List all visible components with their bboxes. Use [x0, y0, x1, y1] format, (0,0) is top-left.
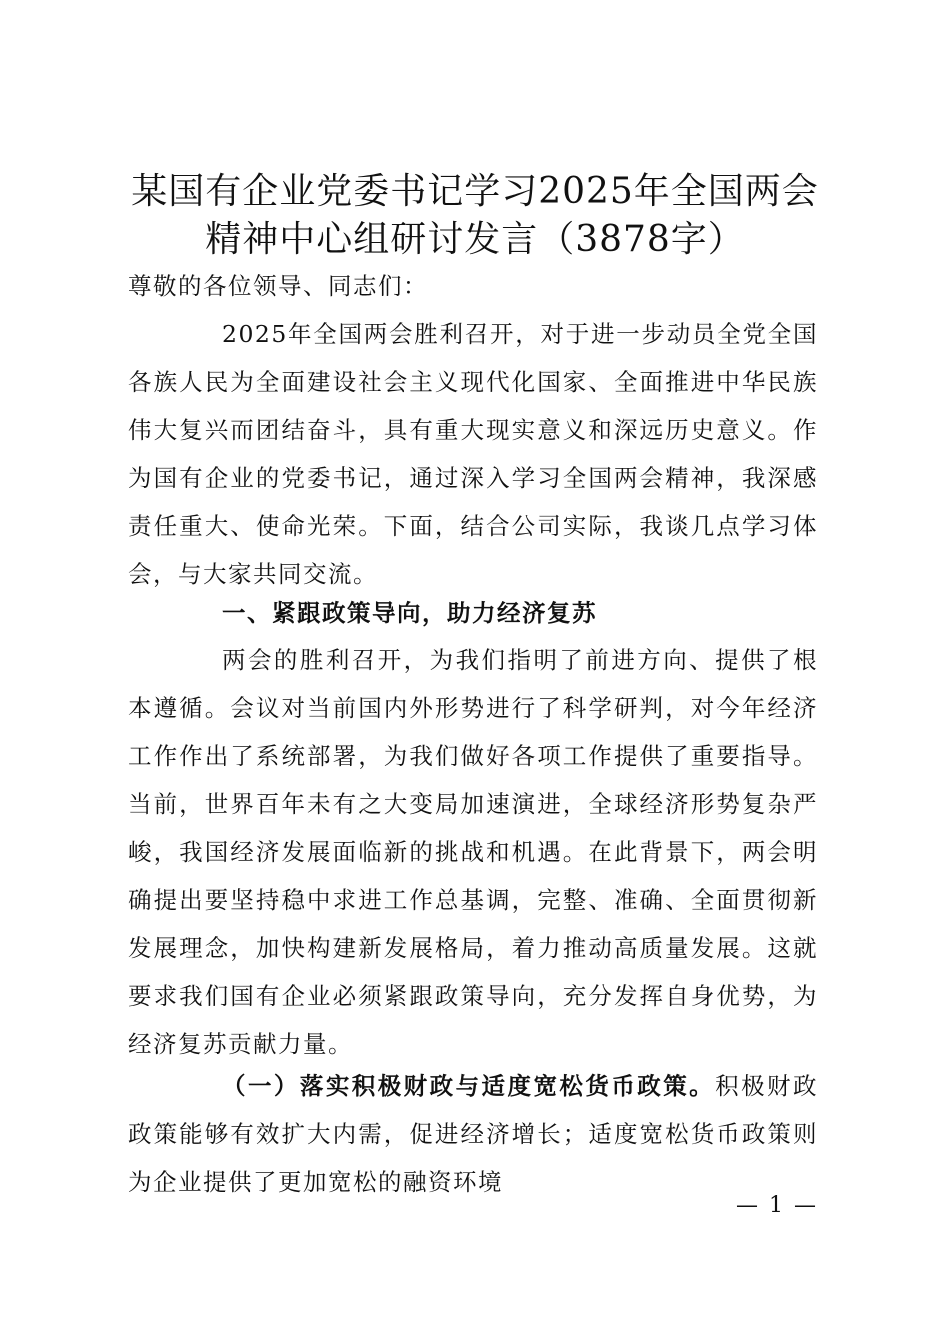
paragraph-section-1: 两会的胜利召开，为我们指明了前进方向、提供了根本遵循。会议对当前国内外形势进行了科学研判，对今年经济工作作出了系统部署，为我们做好各项工作提供了重要指导。当前，世界百年未有之大变局加速演进，全球经济形势复杂严峻，我国经济发展面临新的挑战和机遇。在此背景下，两会明确提出要坚持稳中求进工作总基调，完整、准确、全面贯彻新发展理念，加快构建新发展格局，着力推动高质量发展。这就要求我们国有企业必须紧跟政策导向，充分发挥自身优势，为经济复苏贡献力量。: [128, 646, 818, 1058]
salutation: 尊敬的各位领导、同志们：: [128, 272, 428, 300]
page-number: — 1 —: [736, 1193, 818, 1218]
paragraph-intro: 2025年全国两会胜利召开，对于进一步动员全党全国各族人民为全面建设社会主义现代化国家、全面推进中华民族伟大复兴而团结奋斗，具有重大现实意义和深远历史意义。作为国有企业的党委书记，通过深入学习全国两会精神，我深感责任重大、使命光荣。下面，结合公司实际，我谈几点学习体会，与大家共同交流。: [128, 320, 818, 588]
paragraph-subsection-1: [128, 1062, 818, 1206]
section-heading-1: 一、紧跟政策导向，助力经济复苏: [222, 599, 597, 627]
subsection-text-1: 积极财政政策能够有效扩大内需，促进经济增长；适度宽松货币政策则为企业提供了更加宽松的融资环境: [128, 1072, 819, 1196]
document-title: 某国有企业党委书记学习2025年全国两会精神中心组研讨发言（3878字）: [131, 171, 819, 260]
subsection-heading-1: （一）落实积极财政与适度宽松货币政策。: [222, 1072, 716, 1100]
